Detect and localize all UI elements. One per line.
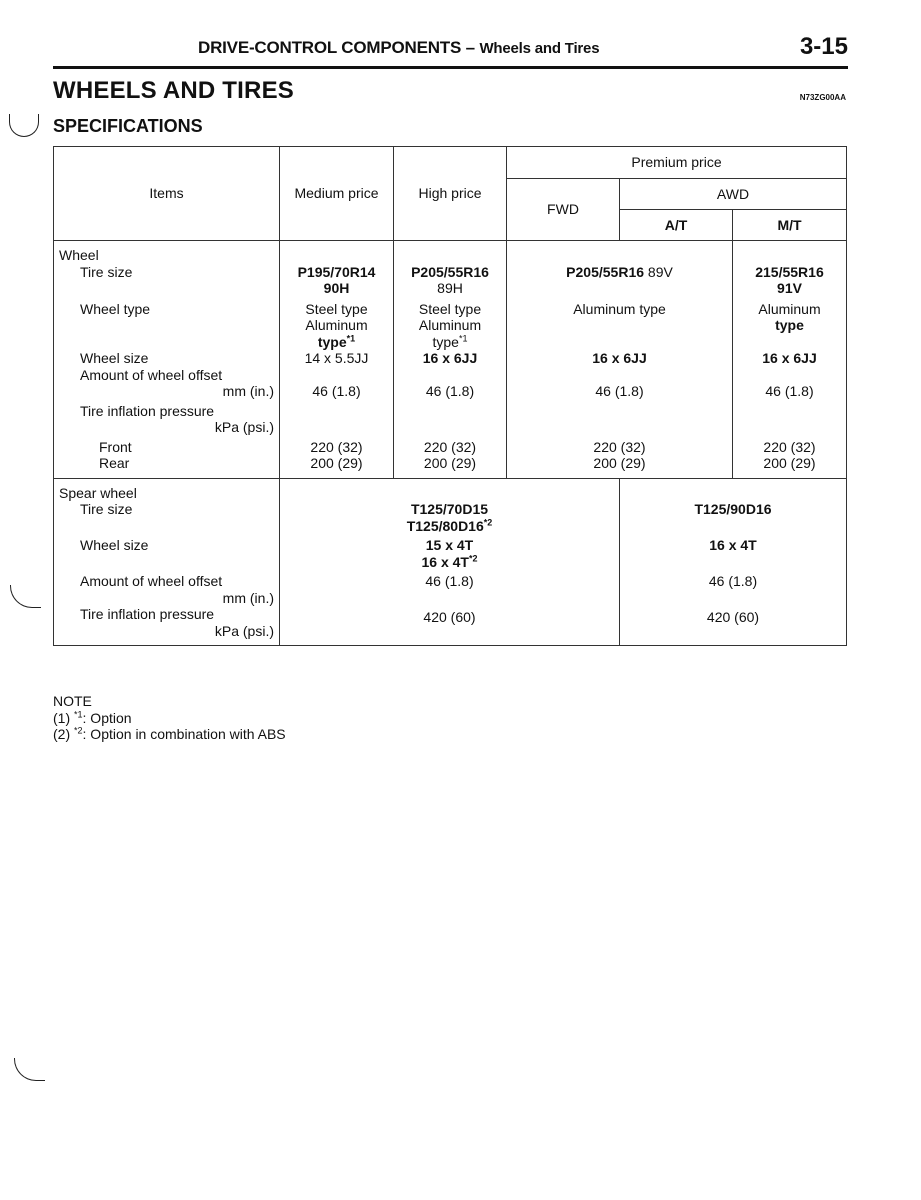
notes-block (53, 693, 286, 743)
note-1-mark: *1 (74, 708, 83, 719)
spare-group-label: Spear wheel (59, 484, 137, 501)
medium-wheel-type-steel: Steel type (305, 300, 368, 317)
mt-wheel-size: 16 x 6JJ (762, 350, 817, 366)
front-label: Front (99, 438, 132, 455)
footnote-marker: *2 (468, 552, 478, 563)
high-offset: 46 (1.8) (425, 383, 475, 399)
spare-labels-cell (54, 478, 280, 646)
spare-tire-size-2: T125/80D16 (406, 517, 484, 534)
spare-wheel-size-1: 15 x 4T (425, 537, 474, 553)
footnote-marker: *2 (483, 516, 493, 527)
high-front-pressure: 220 (32) (423, 438, 477, 455)
fwd-wheel-type: Aluminum type (573, 300, 666, 317)
header-premium-price: Premium price (507, 147, 847, 179)
wheel-size-label: Wheel size (80, 350, 149, 366)
spare-right-offset: 46 (1.8) (708, 573, 758, 589)
wheel-fwd-at-cell (507, 241, 733, 479)
note-2-text: : Option in combination with ABS (82, 726, 286, 742)
fwd-tire-size: P205/55R16 (566, 263, 645, 280)
medium-tire-speed: 90H (323, 280, 350, 296)
page-title: WHEELS AND TIRES (53, 77, 294, 104)
spare-offset-label: Amount of wheel offset (80, 573, 223, 589)
note-2-prefix: (2) (53, 726, 71, 742)
wheel-medium-cell (280, 241, 394, 479)
spare-left-pressure: 420 (60) (423, 609, 476, 625)
wheel-block-row (54, 241, 847, 479)
high-wheel-type-word: type (432, 333, 459, 350)
medium-tire-size: P195/70R14 (297, 263, 376, 280)
spare-left-cell (280, 478, 620, 646)
inflation-pressure-unit: kPa (psi.) (214, 419, 274, 435)
header-items: Items (54, 147, 280, 241)
wheel-offset-unit: mm (in.) (222, 383, 274, 399)
note-2-mark: *2 (74, 725, 83, 736)
high-wheel-type-aluminum: Aluminum (418, 317, 482, 333)
fwd-offset: 46 (1.8) (595, 383, 644, 399)
running-header (198, 38, 698, 58)
high-rear-pressure: 200 (29) (423, 455, 477, 471)
header-title-sub: Wheels and Tires (479, 40, 600, 57)
spare-wheel-size-label: Wheel size (80, 537, 149, 553)
fwd-rear-pressure: 200 (29) (593, 455, 646, 471)
page-number: 3-15 (799, 33, 848, 60)
mt-rear-pressure: 200 (29) (763, 455, 816, 471)
header-awd: AWD (620, 179, 847, 210)
rear-label: Rear (99, 455, 130, 471)
footnote-marker: *1 (458, 332, 468, 343)
medium-front-pressure: 220 (32) (310, 438, 363, 455)
wheel-type-label: Wheel type (80, 300, 151, 317)
high-tire-size: P205/55R16 (411, 263, 489, 280)
spare-right-pressure: 420 (60) (706, 609, 760, 625)
note-item-1 (53, 710, 286, 727)
header-at: A/T (620, 210, 733, 241)
spare-pressure-label: Tire inflation pressure (80, 606, 215, 622)
spare-right-cell (620, 478, 847, 646)
spare-block-row (54, 478, 847, 646)
medium-offset: 46 (1.8) (312, 383, 361, 399)
mt-front-pressure: 220 (32) (763, 438, 816, 455)
mt-wheel-type-aluminum: Aluminum (758, 300, 821, 317)
mt-wheel-type-word: type (775, 317, 804, 333)
binder-hole-mark (9, 114, 39, 137)
header-mt: M/T (733, 210, 847, 241)
spare-tire-size-1: T125/70D15 (410, 501, 489, 517)
wheel-mt-cell (733, 241, 847, 479)
fwd-tire-speed: 89V (647, 263, 673, 280)
tire-size-label: Tire size (80, 263, 133, 280)
section-title: SPECIFICATIONS (53, 116, 203, 136)
note-1-prefix: (1) (53, 709, 71, 726)
spare-wheel-size-2: 16 x 4T (421, 553, 469, 570)
fwd-wheel-size: 16 x 6JJ (592, 350, 647, 366)
note-title: NOTE (53, 693, 92, 709)
wheel-group-label: Wheel (59, 247, 99, 263)
header-high-price: High price (394, 147, 507, 241)
header-title-main: DRIVE-CONTROL COMPONENTS – (198, 38, 475, 57)
spare-right-tire-size: T125/90D16 (694, 501, 772, 517)
spare-tire-size-label: Tire size (80, 501, 133, 517)
high-wheel-size: 16 x 6JJ (422, 350, 478, 366)
binder-hole-mark (10, 585, 41, 608)
specifications-table (53, 146, 847, 646)
medium-wheel-type-word: type (317, 333, 347, 350)
high-wheel-type-steel: Steel type (418, 300, 482, 317)
note-1-text: : Option (82, 709, 132, 726)
footnote-marker: *1 (346, 332, 356, 343)
medium-wheel-size: 14 x 5.5JJ (304, 350, 369, 366)
spare-pressure-unit: kPa (psi.) (214, 622, 274, 639)
mt-offset: 46 (1.8) (765, 383, 814, 399)
medium-rear-pressure: 200 (29) (310, 455, 363, 471)
spare-offset-unit: mm (in.) (222, 589, 274, 606)
wheel-labels-cell (54, 241, 280, 479)
medium-wheel-type-aluminum: Aluminum (305, 317, 368, 333)
binder-hole-mark (14, 1058, 45, 1081)
table-header-row (54, 147, 847, 179)
high-tire-speed: 89H (437, 280, 463, 296)
mt-tire-size: 215/55R16 (755, 263, 824, 280)
wheel-high-cell (394, 241, 507, 479)
inflation-pressure-label: Tire inflation pressure (80, 402, 215, 419)
fwd-front-pressure: 220 (32) (593, 438, 646, 455)
wheel-offset-label: Amount of wheel offset (80, 366, 223, 383)
document-code: N73ZG00AA (799, 93, 846, 102)
note-item-2 (53, 726, 286, 743)
spare-left-offset: 46 (1.8) (425, 573, 474, 589)
mt-tire-speed: 91V (777, 280, 802, 296)
header-fwd: FWD (507, 179, 620, 241)
header-medium-price: Medium price (280, 147, 394, 241)
header-rule (53, 66, 848, 69)
spare-right-wheel-size: 16 x 4T (709, 537, 757, 553)
